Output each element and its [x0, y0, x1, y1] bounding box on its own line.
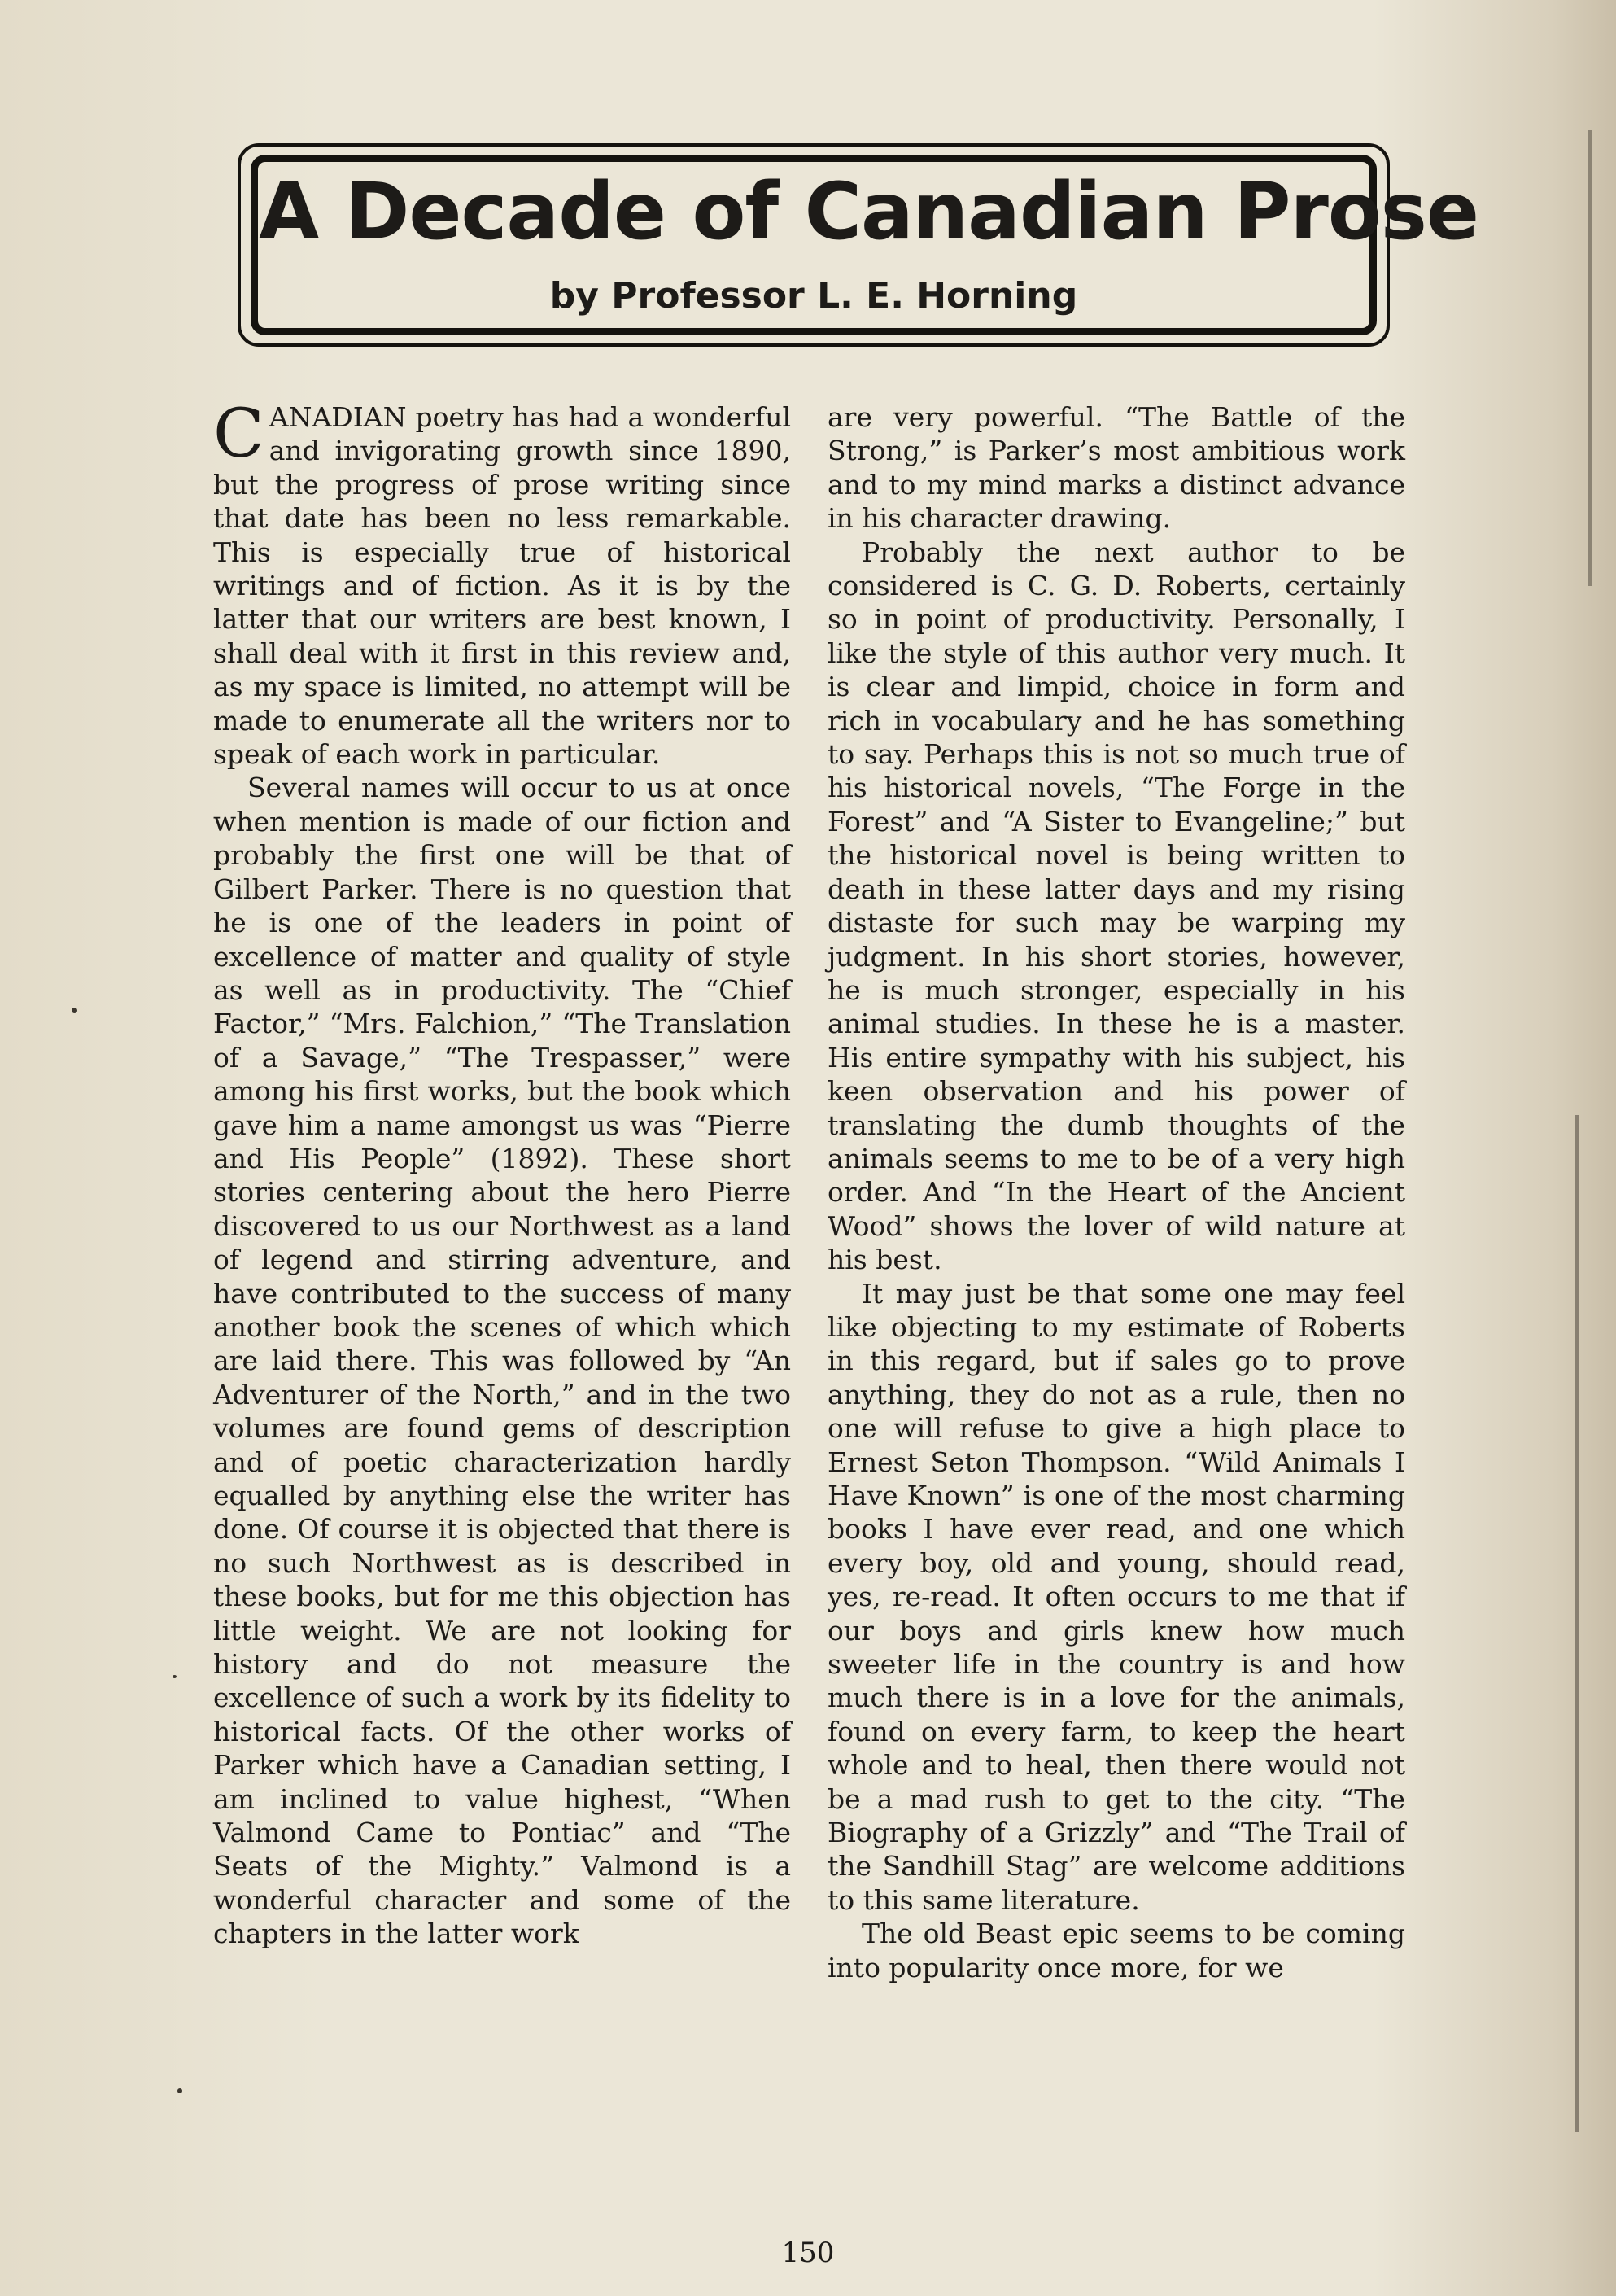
- right-column: [828, 400, 1405, 1984]
- paragraph-roberts: Probably the next author to be considered is C. G. D. Roberts, certainly so in point of productivity. Personally, I like the style of this author very much. It is clear and limpid, choice in form and rich in vocabulary and he has something to say. Perhaps this is not so much true of his historical novels, “The Forge in the Forest” and “A Sister to Evangeline;” but the historical novel is being written to death in these latter days and my rising distaste for such may be warping my judgment. In his short stories, however, he is much stronger, especially in his animal studies. In these he is a master. His entire sympathy with his subject, his keen observation and his power of translating the dumb thoughts of the animals seems to me to be of a very high order. And “In the Heart of the Ancient Wood” shows the lover of wild nature at his best.: [828, 536, 1405, 1276]
- article-title: A Decade of Canadian Prose: [259, 166, 1479, 257]
- page-edge-mark: [1588, 130, 1592, 586]
- page-edge-mark: [1575, 1115, 1579, 2132]
- drop-cap: C: [213, 396, 264, 473]
- paragraph-thompson: It may just be that some one may feel like objecting to my estimate of Roberts in this regard, but if sales go to prove anything, they do not as a rule, then no one will refuse to give a high place to Ernest Seton Thompson. “Wild Animals I Have Known” is one of the most charming books I have ever read, and one which every boy, old and young, should read, yes, re-read. It often occurs to me that if our boys and girls knew how much sweeter life in the country is and how much there is in a love for the animals, found on every farm, to keep the heart whole and to heal, then there would not be a mad rush to get to the city. “The Biography of a Grizzly” and “The Trail of the Sandhill Stag” are welcome additions to this same literature.: [828, 1277, 1405, 1916]
- paragraph-intro-text: ANADIAN poetry has had a wonderful and invigorating growth since 1890, but the progress of prose writing since that date has been no less remarkable. This is especially true of historical writings and of fiction. As it is by the latter that our writers are best known, I shall deal with it first in this review and, as my space is limited, no attempt will be made to enumerate all the writers nor to speak of each work in particular.: [213, 401, 791, 771]
- paragraph-parker: Several names will occur to us at once when mention is made of our fiction and probably the first one will be that of Gilbert Parker. There is no question that he is one of the leaders in point of excellence of matter and quality of style as well as in productivity. The “Chief Factor,” “Mrs. Falchion,” “The Translation of a Savage,” “The Trespasser,” were among his first works, but the book which gave him a name amongst us was “Pierre and His People” (1892). These short stories centering about the hero Pierre discovered to us our Northwest as a land of legend and stirring adventure, and have contributed to the success of many another book the scenes of which which are laid there. This was followed by “An Adventurer of the North,” and in the two volumes are found gems of description and of poetic characterization hardly equalled by anything else the writer has done. Of course it is objected that there is no such Northwest as is described in these books, but for me this objection has little weight. We are not looking for history and do not measure the excellence of such a work by its fidelity to historical facts. Of the other works of Parker which have a Canadian setting, I am inclined to value highest, “When Valmond Came to Pontiac” and “The Seats of the Mighty.” Valmond is a wonderful character and some of the chapters in the latter work: [213, 772, 791, 1950]
- paragraph-beast-epic: The old Beast epic seems to be coming into popularity once more, for we: [828, 1918, 1405, 1983]
- ink-speck: [72, 1008, 77, 1013]
- paragraph-intro: [213, 396, 791, 771]
- left-column: [213, 396, 791, 1951]
- ink-speck: [177, 2088, 182, 2093]
- ink-speck: [173, 1675, 177, 1678]
- article-byline: by Professor L. E. Horning: [549, 275, 1078, 317]
- page-number: 150: [781, 2237, 835, 2269]
- paragraph-continuation: are very powerful. “The Battle of the Strong,” is Parker’s most ambitious work and to my mind marks a distinct advance in his character drawing.: [828, 401, 1405, 535]
